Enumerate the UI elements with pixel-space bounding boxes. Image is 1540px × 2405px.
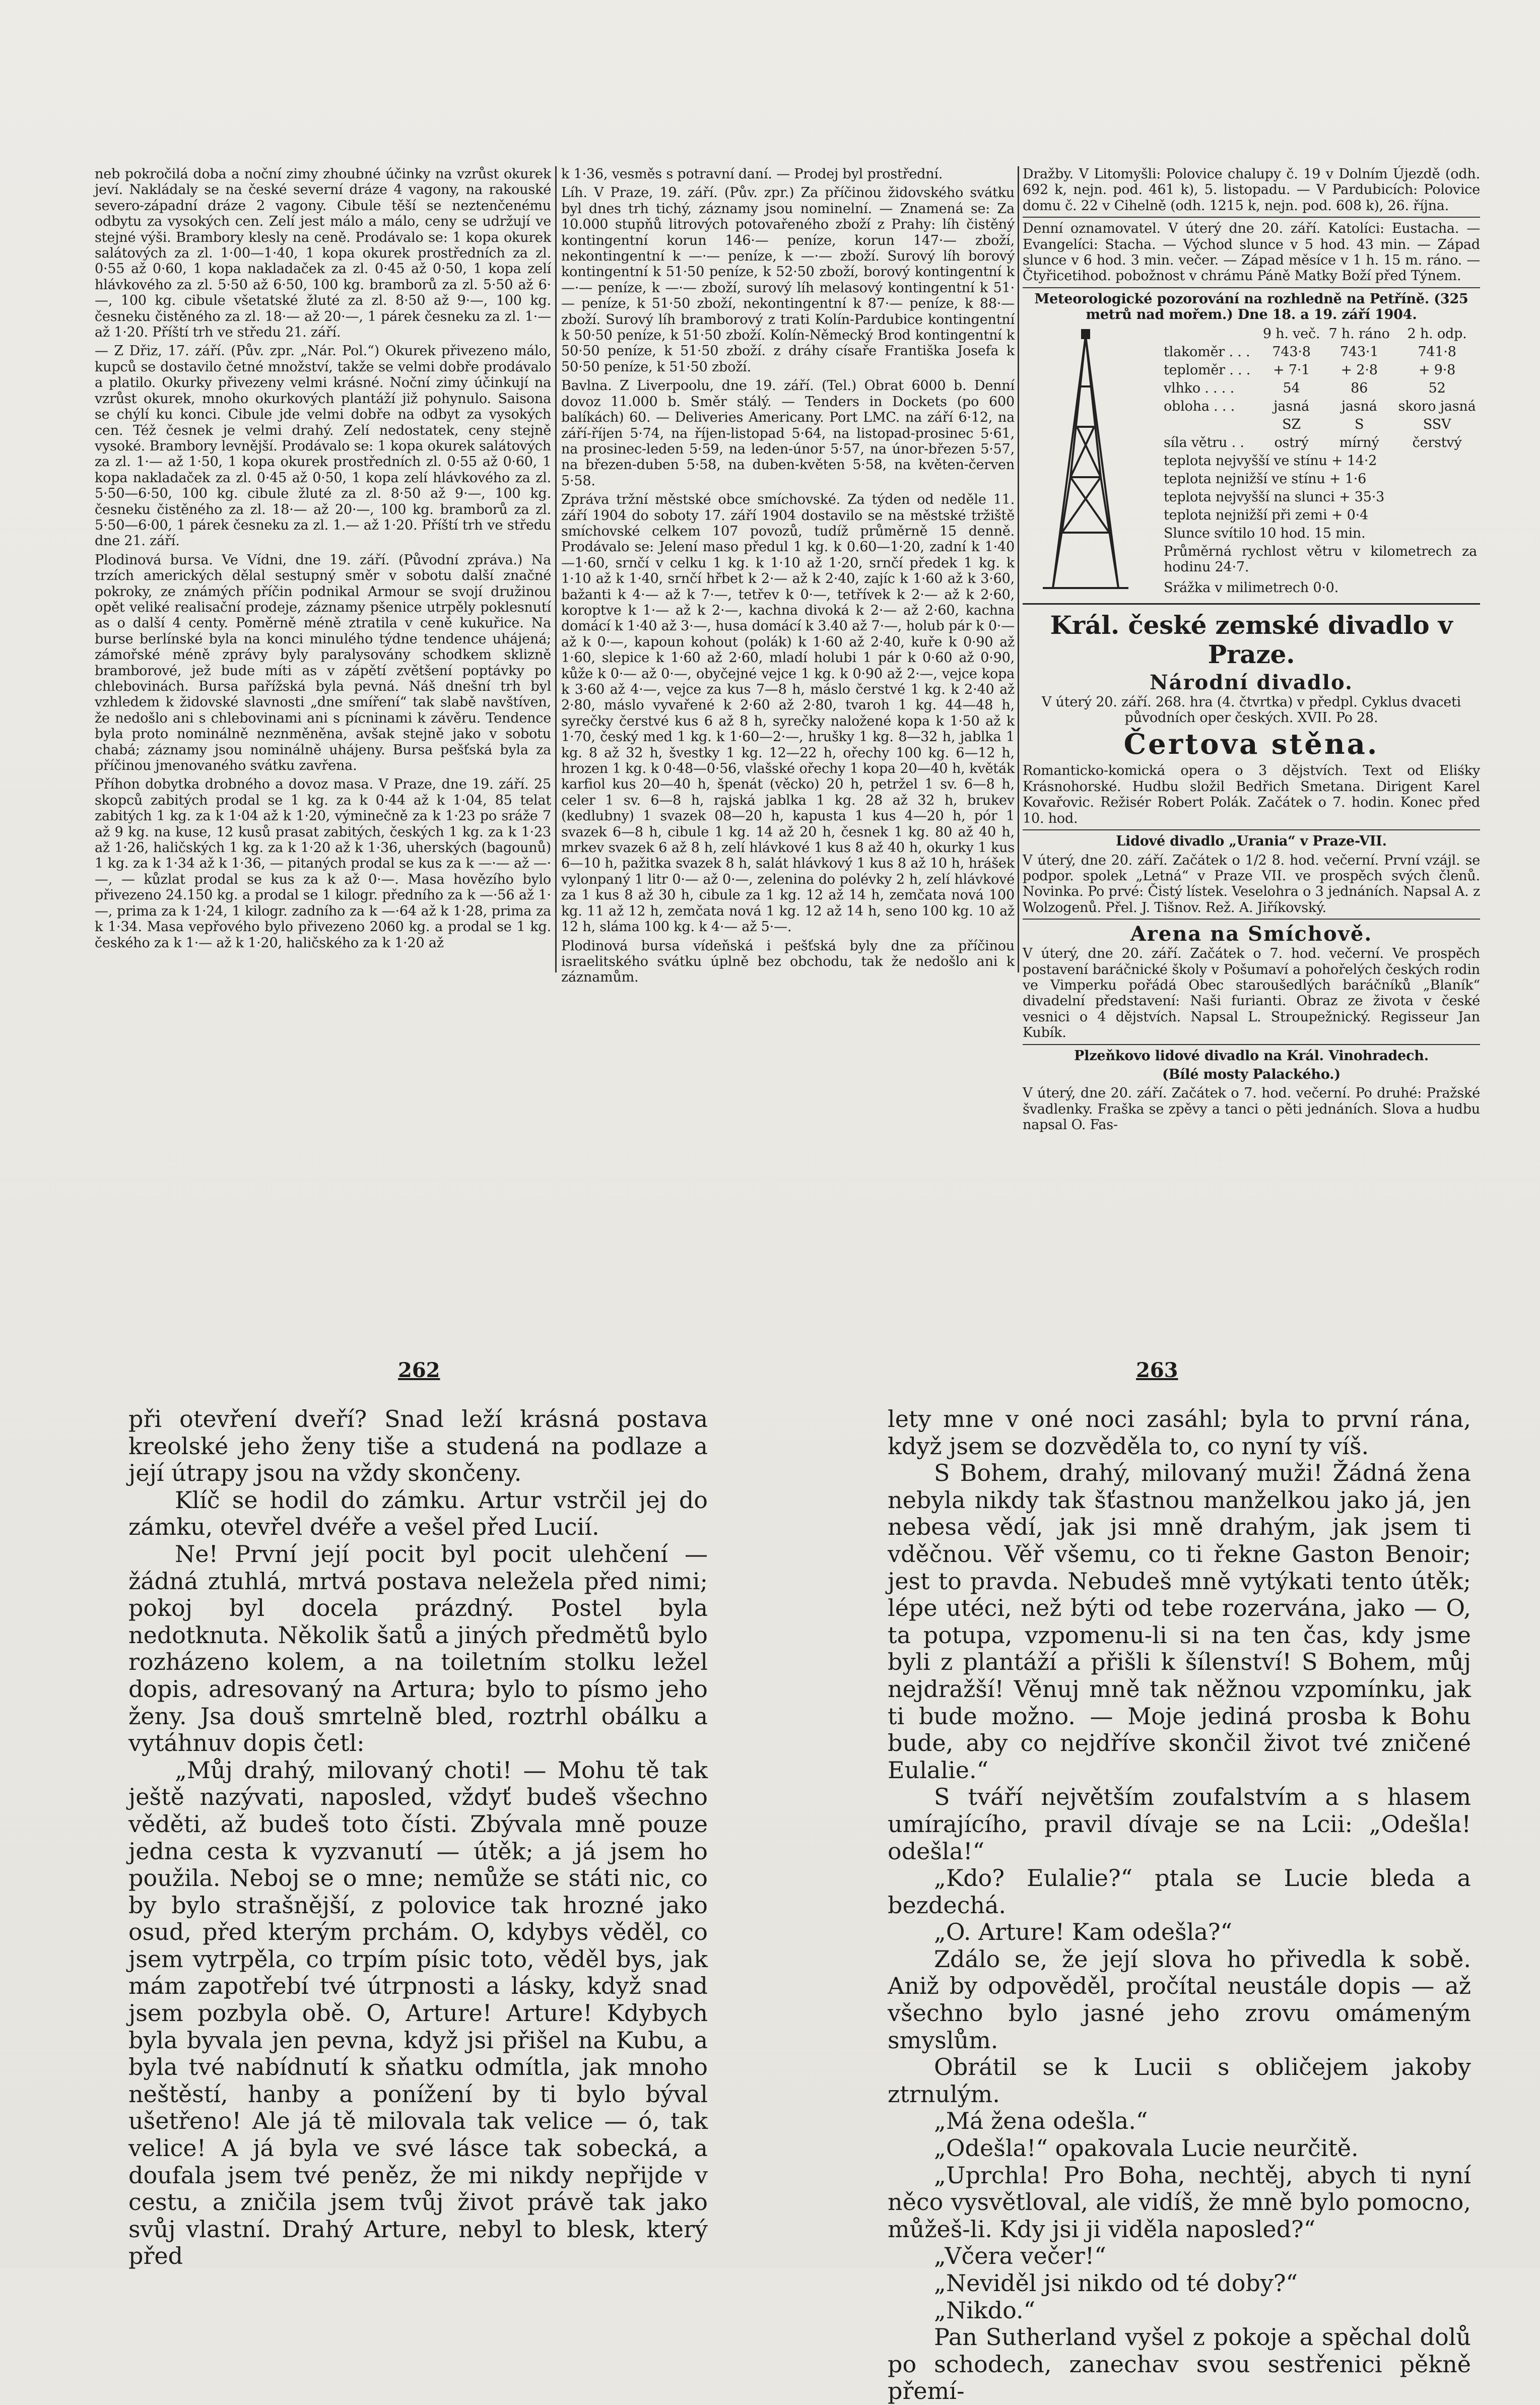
- column-divider: [555, 166, 557, 972]
- novel-paragraph: „Neviděl jsi nikdo od té doby?“: [934, 2269, 1298, 2297]
- meteo-header-row: 9 h. več. 7 h. ráno 2 h. odp.: [1262, 326, 1467, 342]
- plzenkovo-title: Plzeňkovo lidové divadlo na Král. Vinohradech.: [1074, 1048, 1429, 1064]
- novel-paragraph: Klíč se hodil do zámku. Artur vstrčil jej do zámku, otevřel dvéře a vešel před Lucií.: [128, 1486, 708, 1541]
- meteo-extra: Průměrná rychlost větru v kilometrech za hodinu 24·7.: [1164, 543, 1477, 575]
- novel-paragraph: lety mne v oné noci zasáhl; byla to první rána, když jsem se dozvěděla to, co nyní ty víš.: [888, 1405, 1471, 1460]
- petrin-tower-icon: [1023, 326, 1149, 598]
- novel-paragraph: Zdálo se, že její slova ho přivedla k sobě. Aniž by odpověděl, pročítal neustále dopis — až všechno bylo jasné jeho zrovu omámeným smyslům.: [888, 1945, 1471, 2054]
- newspaper-column-1: [95, 166, 551, 954]
- plzenkovo-subtitle: (Bílé mosty Palackého.): [1162, 1066, 1341, 1082]
- bavlna-report: Bavlna. Z Liverpoolu, dne 19. září. (Tel.) Obrat 6000 b. Denní dovoz 11.000 b. Směr stálý. — Tenders in Dockets (po 600 balíkách) 60. — Deliveries Americany. Port LMC. na září 6·12, na září-říjen 5·74, na říjen-listopad 5·64, na listopad-prosinec 5·61, na prosinec-leden 5·59, na leden-únor 5·57, na únor-březen 5·57, na březen-duben 5·58, na duben-květen 5·58, na květen-červen 5·58.: [561, 378, 1015, 489]
- theatre-title: Král. české zemské divadlo v Praze.: [1050, 610, 1453, 669]
- meteo-row: vlhko . . . . 54 86 52: [1164, 380, 1446, 396]
- novel-paragraph: při otevření dveří? Snad leží krásná postava kreolské jeho ženy tiše a studená na podlaze a její útrapy jsou na vždy skončeny.: [128, 1405, 708, 1487]
- meteo-extra: teplota nejnižší ve stínu + 1·6: [1164, 471, 1367, 487]
- novel-paragraph: „Uprchla! Pro Boha, nechtěj, abych ti nyní něco vysvětloval, ale vidíš, že mně bylo pomocno, můžeš-li. Kdy jsi ji viděla naposled?“: [888, 2161, 1471, 2243]
- novel-paragraph: „Kdo? Eulalie?“ ptala se Lucie bleda a bezdechá.: [888, 1864, 1471, 1919]
- meteo-row: teploměr . . . + 7·1 + 2·8 + 9·8: [1164, 362, 1456, 378]
- page-number-right: 263: [1136, 1358, 1178, 1382]
- novel-paragraph: „O. Arture! Kam odešla?“: [934, 1918, 1233, 1946]
- meteo-row: SZ S SSV: [1282, 416, 1451, 432]
- novel-paragraph: Pan Sutherland vyšel z pokoje a spěchal dolů po schodech, zanechav svou sestřenici pěkně přemí-: [888, 2323, 1471, 2405]
- divider: [1023, 287, 1480, 288]
- newspaper-column-3: [1023, 166, 1480, 1136]
- novel-paragraph: „Nikdo.“: [934, 2296, 1036, 2324]
- plodinova-bursa-viden: Plodinová bursa. Ve Vídni, dne 19. září. (Původní zpráva.) Na trzích amerických dělal sestupný směr v sobotu další značné pokroky, ze známých příčin podnikal Armour se svojí družinou opět veliké realisační prodeje, záznamy pšenice utrpěly poklesnutí as o další 4 centy. Poměrně méně ztratila v ceně kukuřice. Na burse berlínské byla na konci minulého týdne tendence uhájená; zámořské méně zprávy byly paralysovány schodkem sklizně bramborové, jež bude míti as v zápětí zvětšení poptávky po chlebovinách. Bursa pařížská byla pevná. Náš dnešní trh byl vzhledem k židovské slavnosti „dne smíření“ tak slabě navštíven, že nedošlo ani s chlebovinami ani s pícninami k závěru. Tendence byla proto nominálně neznměněna, avšak stejně jako v sobotu chabá; záznamy jsou nominálně uhájeny. Bursa pešťská byla za příčinou jmenovaného svátku zavřena.: [95, 552, 551, 774]
- theatre-subtitle: Národní divadlo.: [1150, 670, 1353, 694]
- market-report-okurky: neb pokročilá doba a noční zimy zhoubné účinky na vzrůst okurek jeví. Nakládaly se na české severní dráze 4 vagony, na rakouské severo-západní dráze 2 vagony. Cibule těší se neztenčenému odbytu za vysokých cen. Zelí jest málo a málo, ceny se udržují ve stejné výši. Brambory klesly na ceně. Prodávalo se: 1 kopa okurek salátových za zl. 1·00—1·40, 1 kopa okurek prostředních za zl. 0·55 až 0·60, 1 kopa nakladaček za zl. 0·45 až 0·50, 1 kopa zelí hlávkového za zl. 5·50 až 6·50, 100 kg. bramborů za zl. 5·50 až 6·—, 100 kg. cibule všetatské žluté za zl. 8·50 až 9·—, 100 kg. česneku čistěného za zl. 18·— až 20·—, 1 párek česneku za zl. 1·— až 1·20. Příští trh ve středu 21. září.: [95, 166, 551, 341]
- column-divider: [1018, 166, 1019, 972]
- divider: [1023, 919, 1480, 920]
- novel-paragraph: S Bohem, drahý, milovaný muži! Žádná žena nebyla nikdy tak šťastnou manželkou jako já, jen nebesa vědí, jak jsi mně drahým, jak jsem ti vděčnou. Věř všemu, co ti řekne Gaston Benoir; jest to pravda. Nebudeš mně vytýkati tento útěk; lépe utéci, než býti od tebe rozervána, jako — O, ta potupa, vzpomenu-li si na ten čas, kdy jsme byli z plantáží a přišli k šílenství! S Bohem, můj nejdražší! Věnuj mně tak něžnou vzpomínku, jak ti bude možno. — Moje jediná prosba k Bohu bude, aby co nejdříve skončil život tvé zničené Eulalie.“: [888, 1459, 1471, 1784]
- meteo-title: Meteorologické pozorování na rozhledně na Petříně. (325 metrů nad mořem.) Dne 18. a 19. září 1904.: [1034, 291, 1468, 323]
- theatre-info: V úterý 20. září. 268. hra (4. čtvrtka) v předpl. Cyklus dvaceti původních oper českých. XVII. Po 28.: [1041, 694, 1461, 726]
- novel-paragraph: S tváří největším zoufalstvím a s hlasem umírajícího, pravil dívaje se na Lcii: „Odešla! odešla!“: [888, 1783, 1471, 1865]
- novel-page-right: [888, 1406, 1471, 2405]
- meteo-block: [1023, 326, 1480, 598]
- meteo-row: obloha . . . jasná jasná skoro jasná: [1164, 398, 1476, 414]
- meteo-extra: teplota nejvyšší ve stínu + 14·2: [1164, 452, 1377, 469]
- urania-info: V úterý, dne 20. září. Začátek o 1/2 8. hod. večerní. První vzájl. se podpor. spolek „Letná“ v Praze VII. ve prospěch svých členů. Novinka. Po prvé: Čistý lístek. Veselohra o 3 jednáních. Napsal A. z Wolzogenů. Přel. J. Tišnov. Rež. A. Jiříkovský.: [1023, 852, 1480, 916]
- arena-title: Arena na Smíchově.: [1130, 922, 1373, 946]
- novel-page-left: [128, 1406, 708, 2270]
- market-report-driz: — Z Dřiz, 17. září. (Pův. zpr. „Nár. Pol.“) Okurek přivezeno málo, kupců se dostavilo četné množství, takže se velmi dobře prodávalo a platilo. Okurky přivezeny velmi krásné. Noční zimy účinkují na vzrůst okurek, mnoho okurkových plantáží již pohynulo. Saisona se chýlí ku konci. Cibule jde velmi dobře na odbyt za vysokých cen. Též česnek je velmi drahý. Zelí nedostatek, ceny stejně vysoké. Brambory levnější. Prodávalo se: 1 kopa okurek salátových za zl. 1·— až 1·50, 1 kopa okurek prostředních zl. 0·55 až 0·60, 1 kopa nakladaček za zl. 0·45 až 0·50, 1 kopa zelí hlávkového za zl. 5·50—6·50, 100 kg. cibule žluté za zl. 8·50 až 9·—, 100 kg. česneku čistěného za zl. 18·— až 20·—, 100 kg. bramborů za zl. 5·50—6·00, 1 párek česneku za zl. 1.— až 1·20. Příští trh ve středu dne 21. září.: [95, 343, 551, 549]
- opera-title: Čertova stěna.: [1123, 728, 1379, 761]
- novel-paragraph: „Můj drahý, milovaný choti! — Mohu tě tak ještě nazývati, naposled, vždyť budeš všechno věděti, až budeš toto čísti. Zbývala mně pouze jedna cesta k vyzvanutí — útěk; a já jsem ho použila. Neboj se o mne; nemůže se státi nic, co by bylo strašnější, z polovice tak hrozné jako osud, před kterým prchám. O, kdybys věděl, co jsem vytrpěla, co trpím písic toto, věděl bys, jak mám zapotřebí tvé útrpnosti a lásky, když snad jsem pozbyla obě. O, Arture! Arture! Kdybych byla byvala jen pevna, když jsi přišel na Kubu, a byla tvé nabídnutí k sňatku odmítla, jak mnoho neštěstí, hanby a ponížení by ti bylo býval ušetřeno! Ale já tě milovala tak velice — ó, tak velice! A já byla ve své lásce tak sobecká, a doufala jsem tvé peněz, že mi nikdy nepřijde v cestu, a zničila jsem tvůj život právě tak jako svůj vlastní. Drahý Arture, nebyl to blesk, který před: [128, 1756, 708, 2270]
- novel-paragraph: Ne! První její pocit byl pocit ulehčení — žádná ztuhlá, mrtvá postava neležela před nimi; pokoj byl docela prázdný. Postel byla nedotknuta. Několik šatů a jiných předmětů bylo rozházeno kolem, a na toiletním stolku ležel dopis, adresovaný na Artura; bylo to písmo jeho ženy. Jsa douš smrtelně bled, roztrhl obálku a vytáhnuv dopis četl:: [128, 1540, 708, 1757]
- page-number-left: 262: [398, 1358, 440, 1382]
- prodej-continuation: k 1·36, vesměs s potravní daní. — Prodej byl prostřední.: [561, 166, 943, 182]
- meteo-extra: teplota nejvyšší na slunci + 35·3: [1164, 489, 1385, 505]
- meteo-row: tlakoměr . . . 743·8 743·1 741·8: [1164, 344, 1456, 360]
- meteo-row: síla větru . . ostrý mírný čerstvý: [1164, 434, 1462, 450]
- meteo-table: [1161, 326, 1480, 598]
- meteo-extra: Srážka v milimetrech 0·0.: [1164, 579, 1339, 596]
- novel-paragraph: Obrátil se k Lucii s obličejem jakoby ztrnulým.: [888, 2053, 1471, 2108]
- drazby-notice: Dražby. V Litomyšli: Polovice chalupy č. 19 v Dolním Újezdě (odh. 692 k, nejn. pod. 461 k), 5. listopadu. — V Pardubicích: Polovice domu č. 22 v Cihelně (odh. 1215 k, nejn. pod. 608 k), 26. října.: [1023, 166, 1480, 214]
- newspaper-column-2: [561, 166, 1015, 989]
- lih-report: Líh. V Praze, 19. září. (Pův. zpr.) Za příčinou židovského svátku byl dnes trh tichý, záznamy jsou nominelní. — Znamená se: Za 10.000 stupňů litrových potovařeného zboží z Prahy: líh čistěný kontingentní korun 146·— peníze, korun 147·— zboží, nekontingentní k —·— peníze, k —·— zboží. Surový líh borový kontingentní k 51·50 peníze, k 52·50 zboží, borový kontingentní k —·— peníze, k —·— zboží, surový líh melasový kontingentní k 51·— peníze, k 51·50 zboží, nekontingentní k 87·— peníze, k 88·— zboží. Surový líh bramborový z trati Kolín-Pardubice kontingentní k 50·50 peníze, k 51·50 zboží. Kolín-Německý Brod kontingentní k 50·50 peníze, k 51·50 zboží. z dráhy císaře Františka Josefa k 50·50 peníze, k 51·50 zboží.: [561, 185, 1015, 375]
- plodinova-bursa-vienna-pest: Plodinová bursa vídeňská i pešťská byly dne za příčinou israelitského svátku úplně bez obchodu, tak že nedošlo ani k záznamům.: [561, 938, 1015, 986]
- novel-paragraph: „Odešla!“ opakovala Lucie neurčitě.: [934, 2134, 1359, 2162]
- divider: [1023, 829, 1480, 830]
- meteo-extra: Slunce svítilo 10 hod. 15 min.: [1164, 525, 1366, 541]
- prihon-dobytka: Příhon dobytka drobného a dovoz masa. V Praze, dne 19. září. 25 skopců zabitých prodal se 1 kg. za k 0·44 až k 1·04, 85 telat zabitých 1 kg. za k 1·04 až k 1·20, výminečně za k 1·23 po sráže 7 až 9 kg. na kuse, 12 kusů prasat zabitých, českých 1 kg. za k 1·23 až 1·26, haličských 1 kg. za k 1·20 až k 1·36, uherských (bagounů) 1 kg. za k 1·34 až k 1·36, — pitaných prodal se kus za k —·— až —·—, — kůzlat prodal se kus za k až 0·—. Masa hovězího bylo přivezeno 24.150 kg. a prodal se 1 kilogr. předního za k —·56 až 1·—, prima za k 1·24, 1 kilogr. zadního za k —·64 až k 1·28, prima za k 1·34. Masa vepřového bylo přivezeno 2060 kg. a prodal se 1 kg. českého za k 1·— až k 1·20, haličského za k 1·20 až: [95, 776, 551, 951]
- denni-oznamovatel: Denní oznamovatel. V úterý dne 20. září. Katolíci: Eustacha. — Evangelíci: Stacha. — Východ slunce v 5 hod. 43 min. — Západ slunce v 6 hod. 3 min. večer. — Západ měsíce v 1 h. 15 m. ráno. — Čtyřicetihod. pobožnost v chrámu Páně Matky Boží před Týnem.: [1023, 221, 1480, 284]
- novel-paragraph: „Včera večer!“: [934, 2242, 1106, 2270]
- meteo-extra: teplota nejnižší při zemi + 0·4: [1164, 507, 1368, 523]
- divider: [1023, 603, 1480, 605]
- novel-paragraph: „Má žena odešla.“: [934, 2107, 1148, 2135]
- arena-info: V úterý, dne 20. září. Začátek o 7. hod. večerní. Ve prospěch postavení baráčnické školy v Pošumaví a pohořelých českých rodin ve Vimperku pořádá Obec staroušedlých baráčníků „Blaník“ divadelní představení: Naši furianti. Obraz ze života v české vesnici o 4 dějstvích. Napsal L. Stroupežnický. Regisseur Jan Kubík.: [1023, 946, 1480, 1041]
- smichov-market-report: Zpráva tržní městské obce smíchovské. Za týden od neděle 11. září 1904 do soboty 17. září 1904 dostavilo se na městské tržiště smíchovské celkem 107 povozů, tudíž průměrně 15 denně. Prodávalo se: Jelení maso předul 1 kg. k 0.60—1·20, zadní k 1·40—1·60, srnčí v celku 1 kg. k 1·10 až 1·20, srnčí předek 1 kg. k 1·10 až k 1·40, srnčí hřbet k 2·— až k 2·40, zajíc k 1·60 až k 3·60, bažanti k 4·— až k 7·—, tetřev k 0·—, tetřívek k 2·— až k 2·60, koroptve k 1·— až k 2·—, kachna divoká k 2·— až 2·60, kachna domácí k 1·40 až 3·—, husa domácí k 3.40 až 7·—, holub pár k 0·— až k 0·—, kapoun kohout (polák) k 1·60 až 2·40, kuře k 0·90 až 1·60, slepice k 1·60 až 2·60, mladí holubi 1 pár k 0·60 až 0·90, kůže k 0·— až 0·—, obyčejné vejce 1 kg. k 0·90 až 2·—, vejce kopa k 3·60 až 4·—, vejce za kus 7—8 h, máslo čerstvé 1 kg. k 2·40 až 2·80, máslo vyvařené k 2·60 až 2·80, tvaroh 1 kg. 44—48 h, syrečky čerstvé kus 6 až 8 h, syrečky naložené kopa k 1·50 až k 1·70, český med 1 kg. k 1·60—2·—, hrušky 1 kg. 8—32 h, jablka 1 kg. 8 až 32 h, švestky 1 kg. 12—22 h, ořechy 100 kg. 6—12 h, hrozen 1 kg. k 0·48—0·56, vlašské ořechy 1 kopa 20—40 h, květák karfiol kus 20—40 h, špenát (věcko) 20 h, petržel 1 sv. 6—8 h, celer 1 sv. 6—8 h, rajská jablka 1 kg. 28 až 32 h, brukev (kedlubny) 1 svazek 08—20 h, kapusta 1 kus 4—20 h, pór 1 svazek 6—8 h, cibule 1 kg. 14 až 20 h, česnek 1 kg. 80 až 40 h, mrkev svazek 6 až 8 h, zelí hlávkové 1 kus 8 až 40 h, okurky 1 kus 6—10 h, pažitka svazek 8 h, salát hlávkový 1 kus 8 až 10 h, hrášek vylonpaný 1 litr 0·— až 0·—, zelenina do polévky 2 h, zelí hlávkové za 1 kus 8 až 30 h, cibule za 1 kg. 12 až 14 h, zemčata nová 100 kg. 11 až 12 h, zemčata nová 1 kg. 12 až 14 h, seno 100 kg. 10 až 12 h, sláma 100 kg. k 4·— až 5·—.: [561, 492, 1015, 935]
- divider: [1023, 1044, 1480, 1045]
- plzenkovo-info: V úterý, dne 20. září. Začátek o 7. hod. večerní. Po druhé: Pražské švadlenky. Fraška se zpěvy a tanci o pěti jednáních. Slova a hudbu napsal O. Fas-: [1023, 1085, 1480, 1133]
- divider: [1023, 217, 1480, 218]
- opera-info: Romanticko-komická opera o 3 dějstvích. Text od Eliśky Krásnohorské. Hudbu složil Bedřich Smetana. Dirigent Karel Kovařovic. Režisér Robert Polák. Začátek o 7. hodin. Konec před 10. hod.: [1023, 763, 1480, 826]
- urania-title: Lidové divadlo „Urania“ v Praze-VII.: [1116, 833, 1387, 850]
